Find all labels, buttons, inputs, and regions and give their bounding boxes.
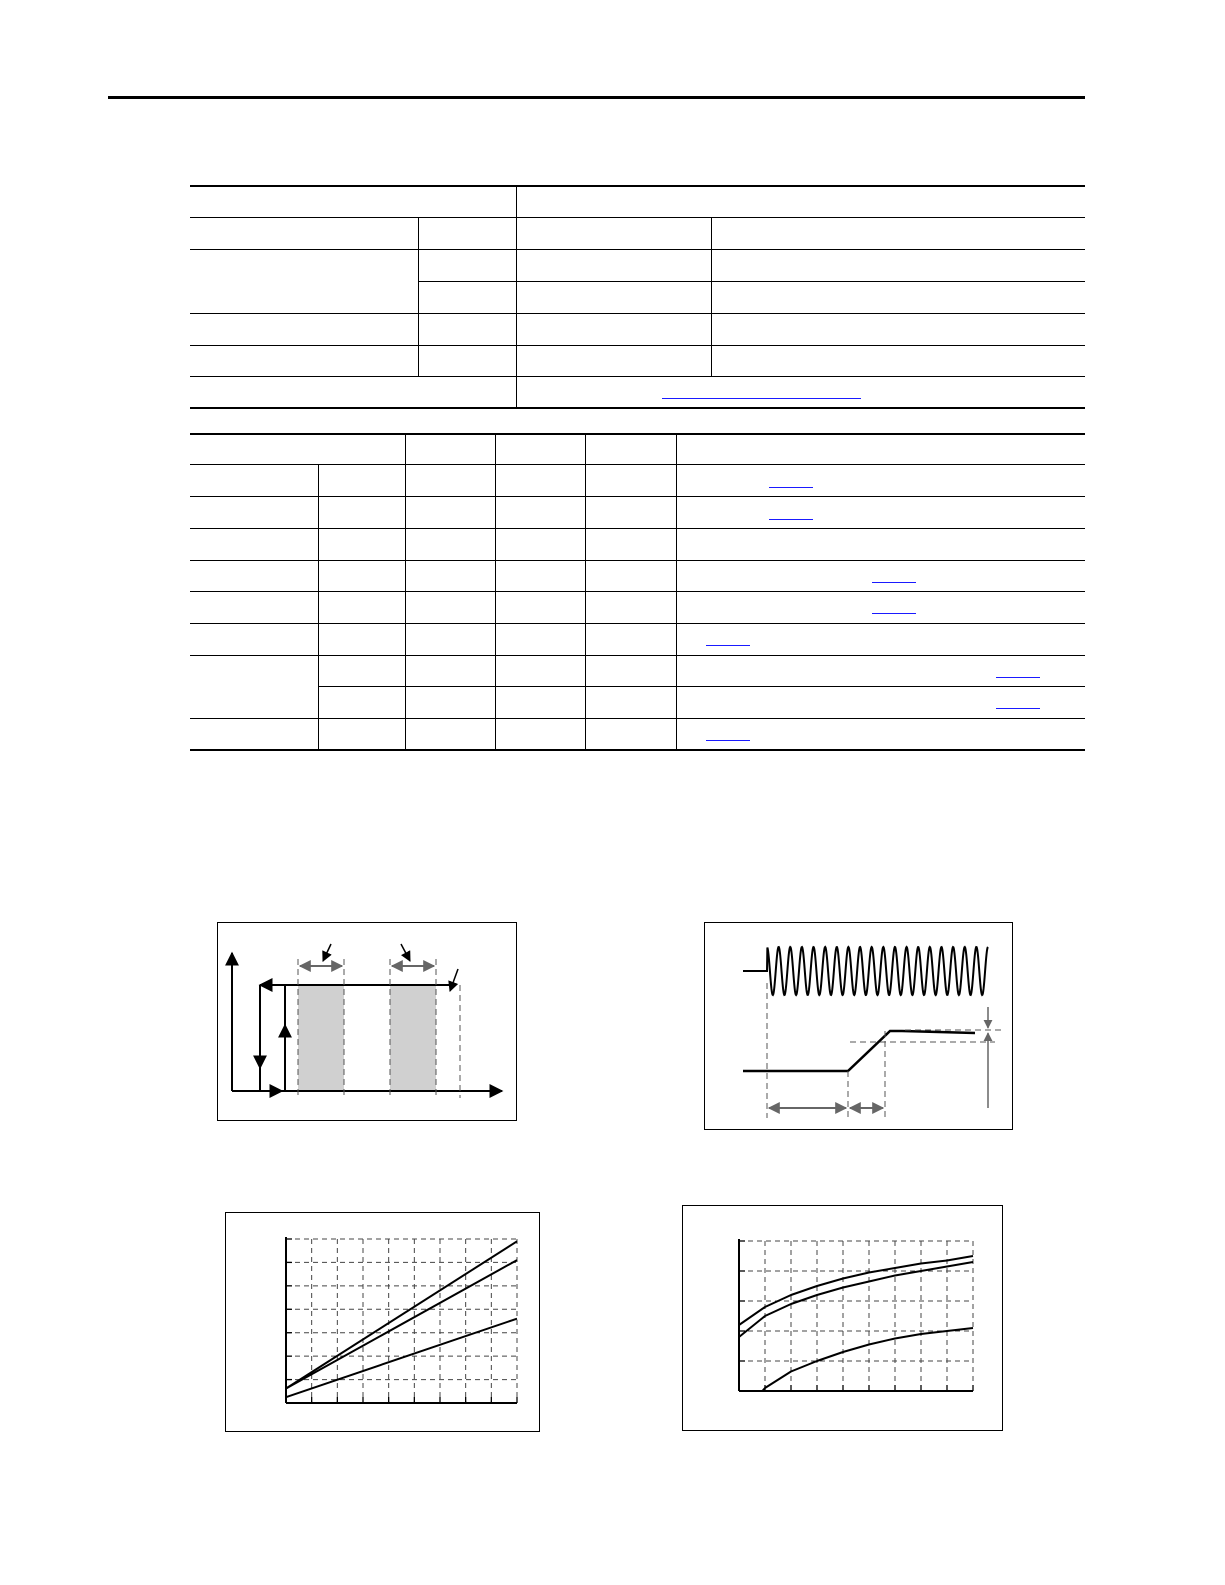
table-row-border [190,313,1085,314]
chart-3 [226,1213,541,1433]
shaded-window [390,985,436,1091]
table-row-border [190,718,1085,719]
reference-link[interactable] [996,677,1040,678]
reference-link[interactable] [996,708,1040,709]
header-rule [108,96,1085,99]
table-row-border [318,686,1085,687]
series-line [286,1260,517,1388]
table-col-border [418,218,419,376]
ramp-line [743,1031,975,1071]
table-row-border [418,281,1085,282]
reference-link[interactable] [769,519,813,520]
oscillation-wave [743,947,988,995]
figure-4 [682,1205,1003,1431]
table-row-border [190,496,1085,497]
table-row-border [190,528,1085,529]
table-col-border [585,434,586,749]
table-col-border [516,186,517,407]
table-row-border [190,433,1085,435]
table-col-border [318,465,319,749]
table-col-border [495,434,496,749]
reference-link[interactable] [769,487,813,488]
series-line [286,1241,517,1388]
reference-link[interactable] [872,613,916,614]
table-col-border [405,434,406,749]
series-line [286,1319,517,1397]
reference-link[interactable] [706,740,750,741]
figure-3 [225,1212,540,1432]
figure-2 [704,922,1013,1130]
table-row-border [190,376,1085,377]
table-row-border [190,560,1085,561]
table-col-border [676,434,677,749]
series-line [739,1262,973,1337]
table-row-border [190,345,1085,346]
table-row-border [190,464,1085,465]
table-row-border [190,407,1085,409]
table-row-border [190,185,1085,187]
table-row-border [190,591,1085,592]
oscillation-diagram [705,923,1014,1131]
table-row-border [190,249,1085,250]
table-row-border [190,655,1085,656]
table-col-border [711,218,712,376]
reference-link[interactable] [872,582,916,583]
table-row-border [190,749,1085,751]
table-row-border [190,217,1085,218]
series-line [739,1256,973,1325]
table-row-border [190,623,1085,624]
figure-1 [217,922,517,1121]
pulse-diagram [218,923,518,1122]
series-line [762,1328,973,1391]
shaded-window [298,985,344,1091]
table-1-link[interactable] [662,398,861,399]
reference-link[interactable] [706,645,750,646]
chart-4 [683,1206,1004,1432]
